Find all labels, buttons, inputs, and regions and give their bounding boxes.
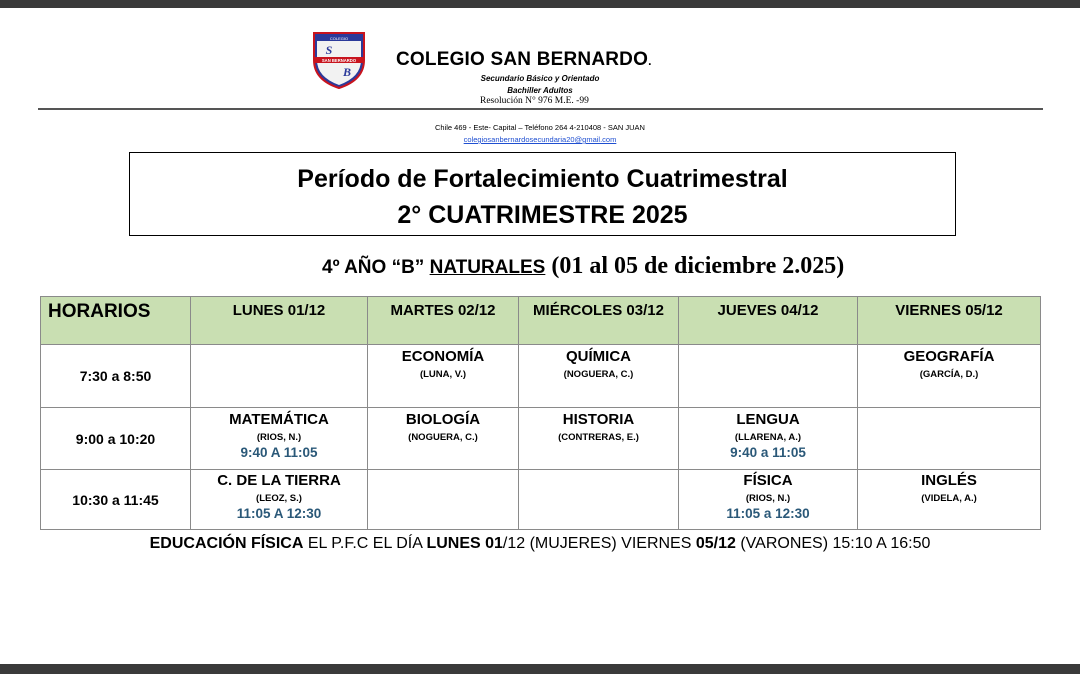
table-row bbox=[41, 408, 1041, 470]
svg-text:SAN BERNARDO: SAN BERNARDO bbox=[321, 57, 357, 63]
bottom-border-bar bbox=[0, 664, 1080, 674]
physical-education-note: EDUCACIÓN FÍSICA EL P.F.C EL DÍA LUNES 01/12 (MUJERES) VIERNES 05/12 (VARONES) 15:10 A 16:50 bbox=[149, 535, 931, 552]
schedule-cell bbox=[519, 345, 679, 408]
subject-name: ECONOMÍA bbox=[401, 348, 485, 365]
schedule-cell bbox=[191, 345, 368, 408]
teacher-name: (RIOS, N.) bbox=[745, 493, 791, 504]
table-header-row bbox=[41, 297, 1041, 345]
subject-name: GEOGRAFÍA bbox=[903, 348, 995, 365]
school-email-link[interactable]: colegiosanbernardosecundaria20@gmail.com bbox=[463, 135, 617, 144]
schedule-cell bbox=[368, 408, 519, 470]
school-name: COLEGIO SAN BERNARDO. bbox=[396, 49, 652, 70]
svg-text:COLEGIO: COLEGIO bbox=[329, 36, 349, 41]
document-title: Período de Fortalecimiento Cuatrimestral bbox=[297, 165, 788, 193]
time-cell: 9:00 a 10:20 bbox=[41, 408, 191, 470]
teacher-name: (LEOZ, S.) bbox=[256, 493, 302, 504]
teacher-name: (LLARENA, A.) bbox=[734, 432, 802, 443]
subject-name: FÍSICA bbox=[743, 472, 793, 489]
schedule-cell bbox=[519, 408, 679, 470]
time-slot: 11:05 a 12:30 bbox=[726, 506, 810, 521]
svg-text:B: B bbox=[342, 65, 352, 79]
schedule-cell bbox=[679, 408, 858, 470]
header-divider bbox=[38, 108, 1043, 110]
subject-name: HISTORIA bbox=[562, 411, 635, 428]
time-slot: 9:40 a 11:05 bbox=[730, 445, 806, 460]
teacher-name: (RIOS, N.) bbox=[256, 432, 302, 443]
svg-text:S: S bbox=[325, 43, 333, 57]
schedule-cell bbox=[368, 345, 519, 408]
resolution-number: Resolución N° 976 M.E. -99 bbox=[480, 96, 589, 106]
table-row bbox=[41, 345, 1041, 408]
schedule-cell bbox=[858, 408, 1041, 470]
subject-name: QUÍMICA bbox=[566, 348, 631, 365]
top-border-bar bbox=[0, 0, 1080, 8]
time-cell: 10:30 a 11:45 bbox=[41, 470, 191, 530]
schedule-table bbox=[40, 296, 1041, 530]
time-slot: 11:05 A 12:30 bbox=[236, 506, 322, 521]
teacher-name: (NOGUERA, C.) bbox=[408, 432, 478, 443]
subject-name: MATEMÁTICA bbox=[229, 411, 329, 428]
schedule-cell bbox=[191, 408, 368, 470]
school-address: Chile 469 - Este- Capital – Teléfono 264 4-210408 - SAN JUAN bbox=[435, 123, 645, 132]
document-subtitle: 2° CUATRIMESTRE 2025 bbox=[397, 201, 688, 229]
schedule-cell bbox=[858, 345, 1041, 408]
school-subtitle-2: Bachiller Adultos bbox=[507, 86, 573, 95]
table-row bbox=[41, 470, 1041, 530]
column-header: HORARIOS bbox=[41, 297, 191, 345]
schedule-cell bbox=[679, 345, 858, 408]
column-header: MARTES 02/12 bbox=[368, 297, 519, 345]
course-heading bbox=[322, 253, 844, 280]
schedule-cell bbox=[368, 470, 519, 530]
column-header: MIÉRCOLES 03/12 bbox=[519, 297, 679, 345]
schedule-cell bbox=[191, 470, 368, 530]
teacher-name: (NOGUERA, C.) bbox=[563, 369, 634, 380]
time-cell: 7:30 a 8:50 bbox=[41, 345, 191, 408]
column-header: JUEVES 04/12 bbox=[679, 297, 858, 345]
teacher-name: (VIDELA, A.) bbox=[921, 493, 977, 504]
subject-name: INGLÉS bbox=[921, 472, 977, 489]
schedule-cell bbox=[519, 470, 679, 530]
subject-name: C. DE LA TIERRA bbox=[217, 472, 341, 489]
course-dates: (01 al 05 de diciembre 2.025) bbox=[545, 253, 845, 279]
schedule-cell bbox=[858, 470, 1041, 530]
title-box bbox=[129, 152, 956, 236]
column-header: LUNES 01/12 bbox=[191, 297, 368, 345]
teacher-name: (CONTRERAS, E.) bbox=[558, 432, 639, 443]
school-crest-logo bbox=[311, 30, 367, 90]
course-year: 4º AÑO “B” bbox=[322, 257, 430, 278]
time-slot: 9:40 A 11:05 bbox=[240, 445, 318, 460]
teacher-name: (GARCÍA, D.) bbox=[919, 369, 979, 380]
schedule-cell bbox=[679, 470, 858, 530]
column-header: VIERNES 05/12 bbox=[858, 297, 1041, 345]
school-subtitle-1: Secundario Básico y Orientado bbox=[480, 74, 600, 83]
subject-name: LENGUA bbox=[736, 411, 800, 428]
teacher-name: (LUNA, V.) bbox=[419, 369, 467, 380]
course-orientation: NATURALES bbox=[429, 257, 546, 278]
subject-name: BIOLOGÍA bbox=[405, 411, 481, 428]
